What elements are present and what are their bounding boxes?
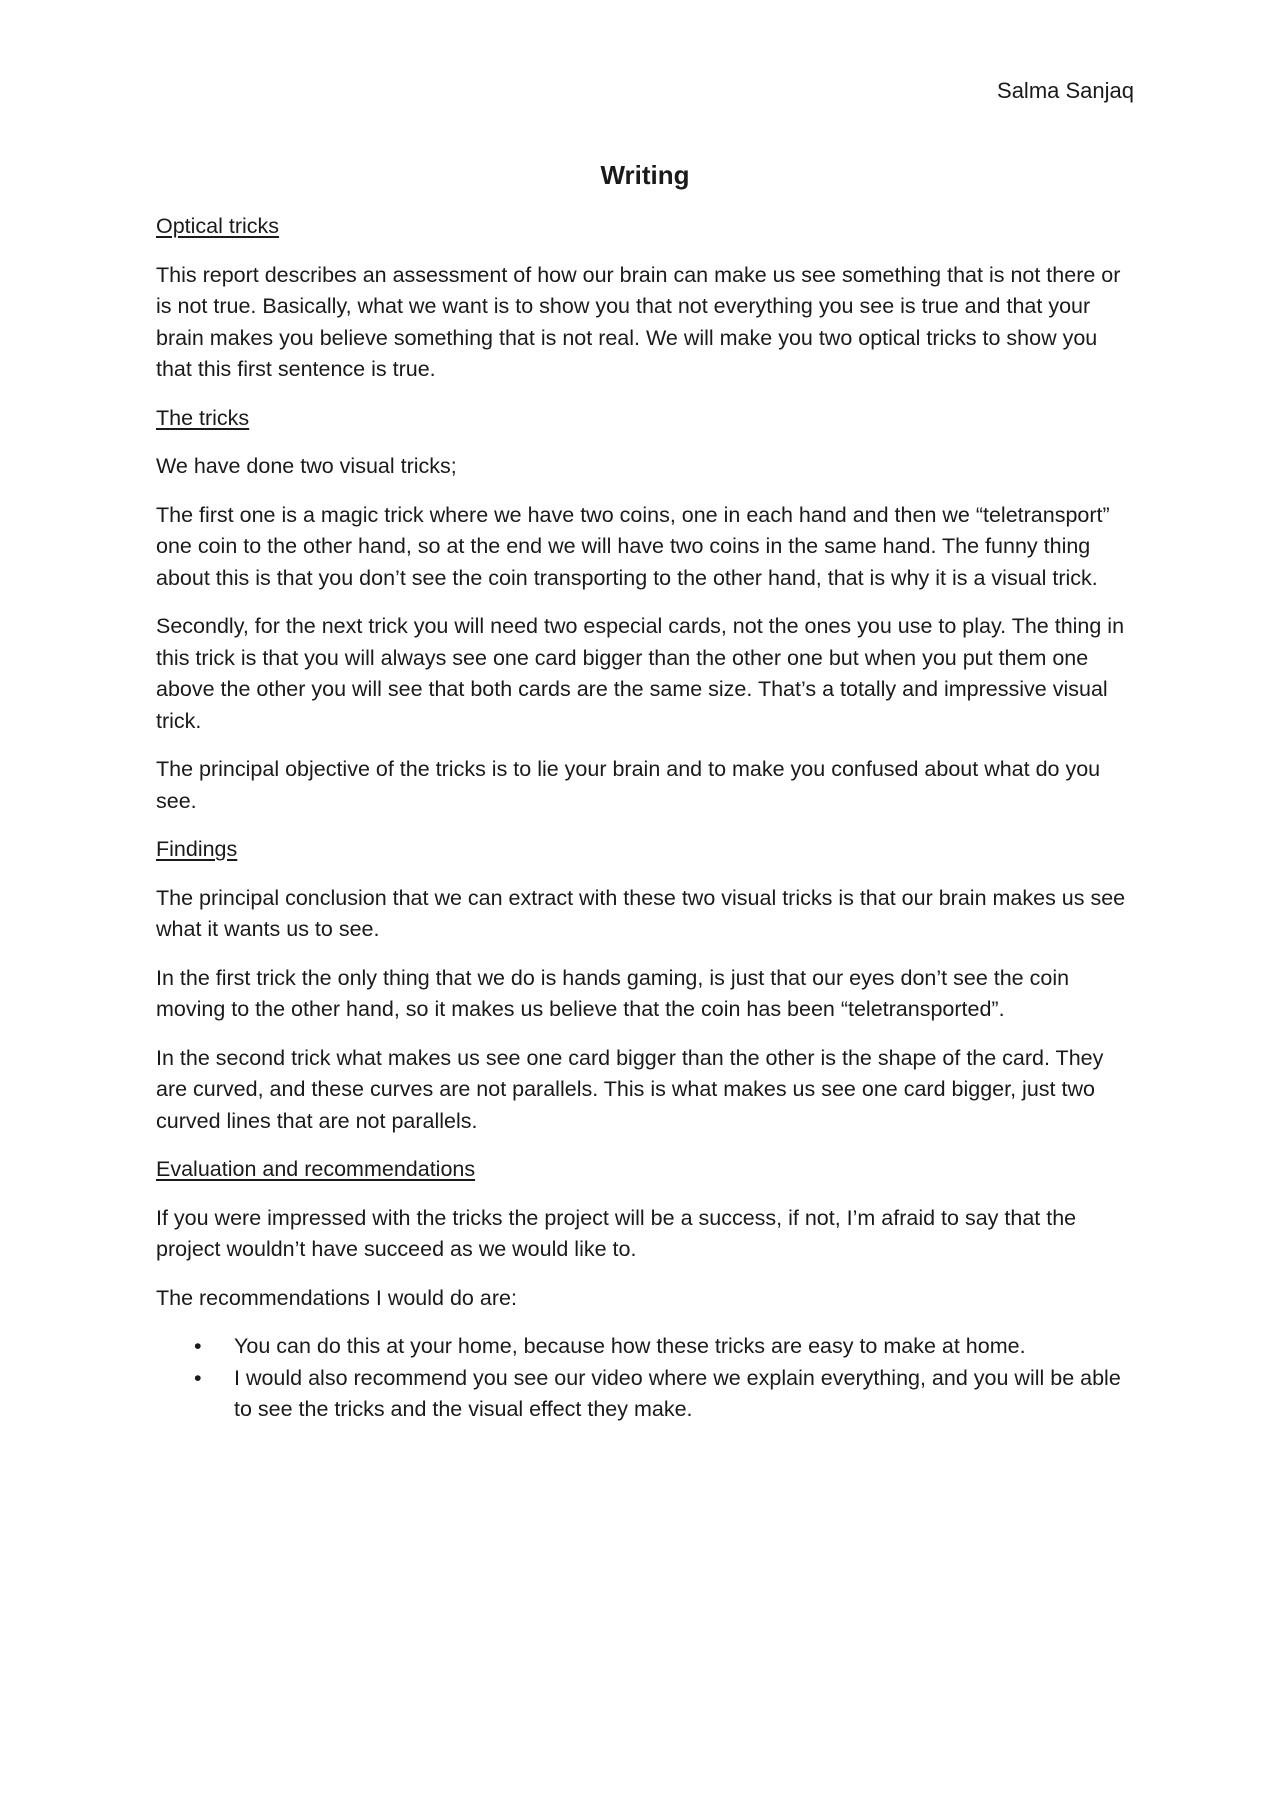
paragraph: We have done two visual tricks;	[156, 454, 457, 478]
list-item	[156, 1331, 1134, 1363]
section-heading-optical-tricks: Optical tricks	[156, 214, 280, 238]
paragraph: In the second trick what makes us see one card bigger than the other is the shape of the card. They are curved, and these curves are not parallels. This is what makes us see one card bigger, just two curved lines that are not parallels.	[156, 1045, 1104, 1133]
paragraph: In the first trick the only thing that we do is hands gaming, is just that our eyes don’t see the coin moving to the other hand, so it makes us believe that the coin has been “teletransported”.	[156, 965, 1070, 1021]
paragraph: The recommendations I would do are:	[156, 1285, 517, 1310]
list-item-text: You can do this at your home, because how these tricks are easy to make at home.	[234, 1334, 1026, 1358]
paragraph: Secondly, for the next trick you will need two especial cards, not the ones you use to play. The thing in this trick is that you will always see one card bigger than the other one but when you put them one above the other you will see that both cards are the same size. That’s a totally and impressive visual trick.	[156, 614, 1125, 733]
document-title: Writing	[600, 160, 690, 190]
list-item-text: I would also recommend you see our video where we explain everything, and you will be able to see the tricks and the visual effect they make.	[234, 1365, 1121, 1421]
recommendations-list	[156, 1331, 1134, 1426]
bullet-icon: •	[194, 1365, 202, 1390]
paragraph: This report describes an assessment of how our brain can make us see something that is not there or is not true. Basically, what we want is to show you that not everything you see is true and that your brain makes you believe something that is not real. We will make you two optical tricks to show you that this first sentence is true.	[156, 262, 1121, 381]
paragraph: The principal conclusion that we can extract with these two visual tricks is that our brain makes us see what it wants us to see.	[156, 885, 1126, 941]
author-name: Salma Sanjaq	[997, 78, 1134, 103]
document-body	[156, 211, 1134, 1426]
section-heading-findings: Findings	[156, 837, 238, 861]
section-heading-evaluation: Evaluation and recommendations	[156, 1157, 476, 1181]
section-heading-the-tricks: The tricks	[156, 405, 250, 430]
paragraph: The principal objective of the tricks is to lie your brain and to make you confused about what do you see.	[156, 757, 1101, 813]
paragraph: If you were impressed with the tricks the project will be a success, if not, I’m afraid to say that the project wouldn’t have succeed as we would like to.	[156, 1205, 1077, 1261]
list-item	[156, 1363, 1134, 1426]
bullet-icon: •	[194, 1334, 202, 1358]
paragraph: The first one is a magic trick where we have two coins, one in each hand and then we “teletransport” one coin to the other hand, so at the end we will have two coins in the same hand. The funny thing about this is that you don’t see the coin transporting to the other hand, that is why it is a visual trick.	[156, 502, 1110, 590]
